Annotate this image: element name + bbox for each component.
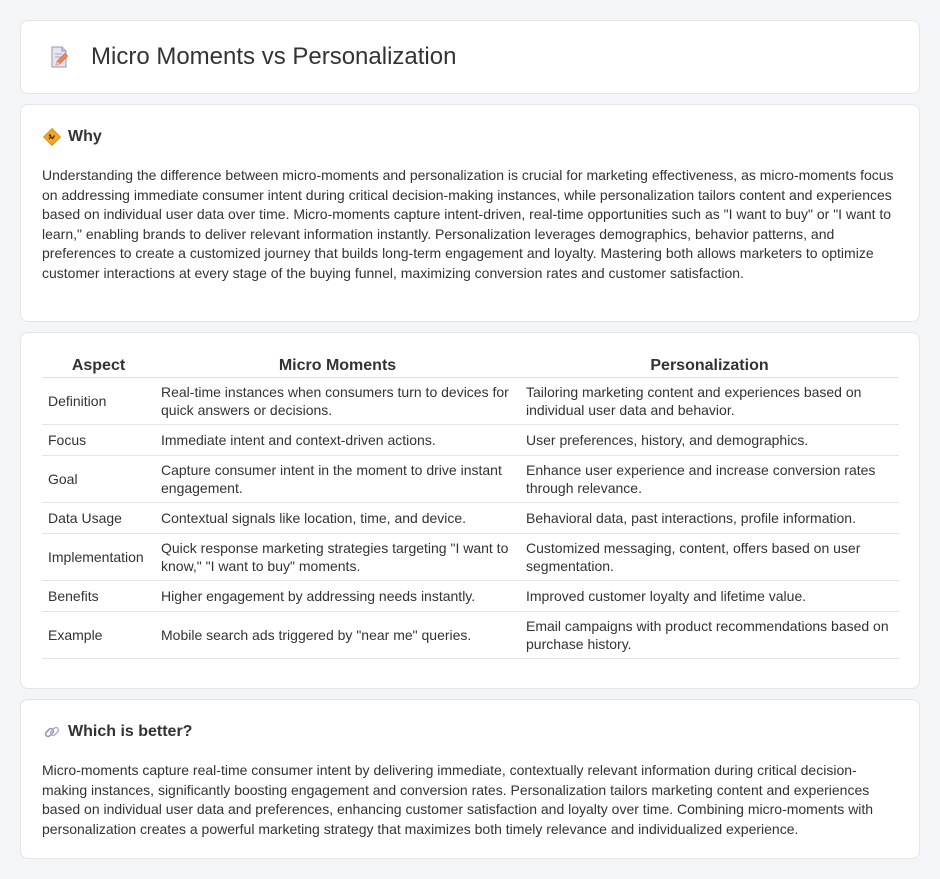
aspect-cell: Goal [42,455,155,502]
table-header-row [42,353,899,377]
why-title: Why [68,128,102,145]
micro-cell: Higher engagement by addressing needs instantly. [155,580,520,611]
aspect-cell: Definition [42,377,155,424]
comparison-table [42,353,899,659]
document-edit-icon [47,45,71,69]
table-row [42,611,899,658]
personal-cell: Enhance user experience and increase conversion rates through relevance. [520,455,899,502]
table-row [42,580,899,611]
personal-cell: Customized messaging, content, offers based on user segmentation. [520,533,899,580]
page-title: Micro Moments vs Personalization [91,43,457,70]
micro-cell: Contextual signals like location, time, and device. [155,502,520,533]
better-heading [43,723,192,741]
better-title: Which is better? [68,723,193,740]
aspect-cell: Benefits [42,580,155,611]
micro-cell: Capture consumer intent in the moment to drive instant engagement. [155,455,520,502]
table-row [42,533,899,580]
which-is-better-section [20,699,920,859]
header-personalization: Personalization [520,353,899,377]
table-row [42,424,899,455]
aspect-cell: Data Usage [42,502,155,533]
personal-cell: Behavioral data, past interactions, profile information. [520,502,899,533]
aspect-cell: Implementation [42,533,155,580]
micro-cell: Real-time instances when consumers turn to devices for quick answers or decisions. [155,377,520,424]
aspect-cell: Example [42,611,155,658]
table-row [42,377,899,424]
table-row [42,502,899,533]
why-section [20,104,920,322]
better-text: Micro-moments capture real-time consumer intent by delivering immediate, contextually relevant information during critical decision-making instances, significantly boosting engagement and conversion rates. Personalization tailors marketing content and experiences based on individual user data and preferences, enhancing customer satisfaction and loyalty over time. Combining micro-moments with personalization creates a powerful marketing strategy that maximizes both timely relevance and individualized experience. [42,762,874,837]
personal-cell: User preferences, history, and demographics. [520,424,899,455]
header-aspect: Aspect [42,353,155,377]
aspect-cell: Focus [42,424,155,455]
comparison-section [20,332,920,689]
road-sign-icon [43,128,61,146]
link-icon [43,723,61,741]
micro-cell: Immediate intent and context-driven actions. [155,424,520,455]
why-text: Understanding the difference between micro-moments and personalization is crucial for marketing effectiveness, as micro-moments focus on addressing immediate consumer intent during critical decision-making instances, while personalization tailors content and experiences based on individual user data over time. Micro-moments capture intent-driven, real-time opportunities such as "I want to buy" or "I want to learn," enabling brands to deliver relevant information instantly. Personalization leverages demographics, behavior patterns, and preferences to create a customized journey that builds long-term engagement and loyalty. Mastering both allows marketers to optimize customer interactions at every stage of the buying funnel, maximizing conversion rates and customer satisfaction. [42,167,894,281]
micro-cell: Mobile search ads triggered by "near me" queries. [155,611,520,658]
personal-cell: Tailoring marketing content and experiences based on individual user data and behavior. [520,377,899,424]
personal-cell: Improved customer loyalty and lifetime value. [520,580,899,611]
table-row [42,455,899,502]
header-micro-moments: Micro Moments [155,353,520,377]
header-card [20,20,920,94]
micro-cell: Quick response marketing strategies targeting "I want to know," "I want to buy" moments. [155,533,520,580]
why-heading [43,128,102,146]
personal-cell: Email campaigns with product recommendations based on purchase history. [520,611,899,658]
